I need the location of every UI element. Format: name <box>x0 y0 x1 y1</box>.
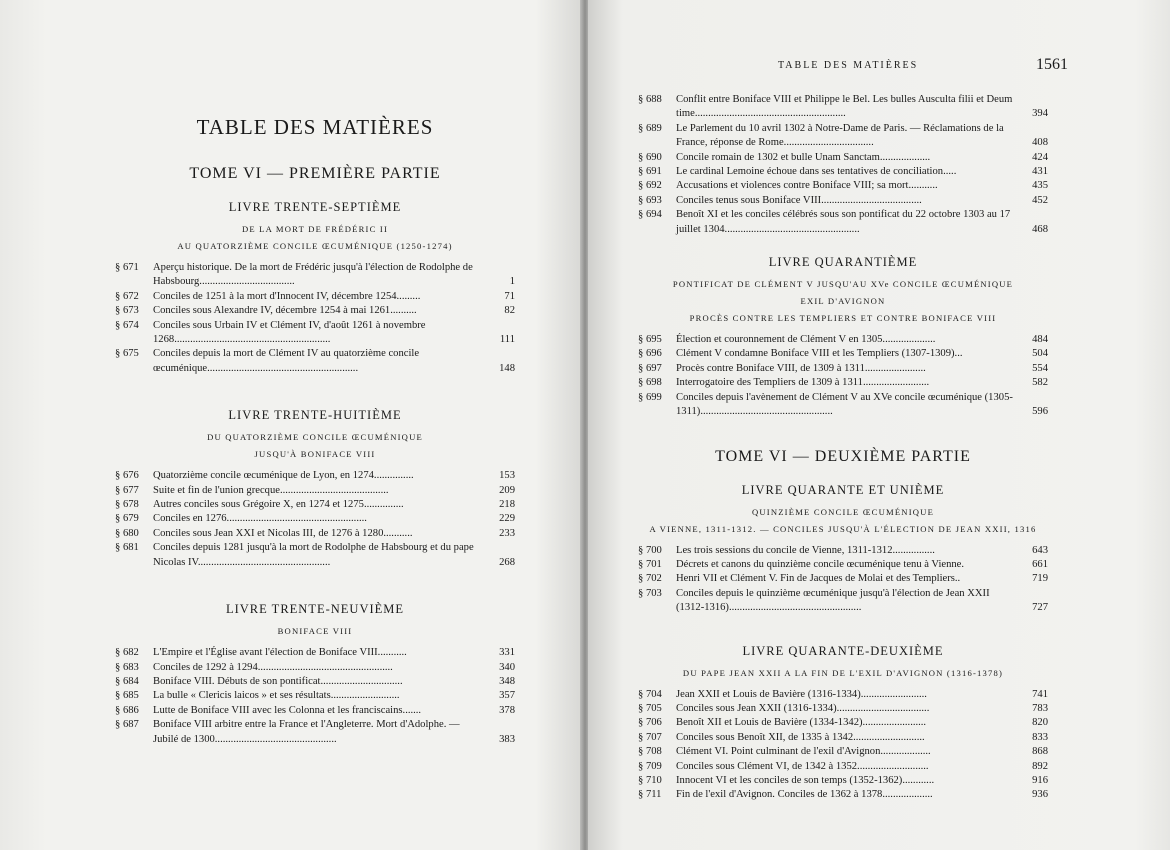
entry-title: Conciles depuis le quinzième œcuménique jusqu'à l'élection de Jean XXII (1312-1316).................................................. <box>676 587 990 614</box>
toc-entry <box>638 93 1048 122</box>
entry-title: Le cardinal Lemoine échoue dans ses tentatives de conciliation..... <box>676 166 957 178</box>
page-ref: 229 <box>499 513 515 525</box>
page-ref: 783 <box>1032 702 1048 714</box>
entry-title: Benoît XII et Louis de Bavière (1334-1342)........................ <box>676 717 927 729</box>
toc-entry <box>638 558 1048 572</box>
page-ref: 582 <box>1032 377 1048 389</box>
toc-entry <box>638 208 1048 237</box>
section-number: § 691 <box>638 166 662 178</box>
section-number: § 703 <box>638 587 662 599</box>
livre-subtitle: PONTIFICAT DE CLÉMENT V JUSQU'AU XVe CONCILE ŒCUMÉNIQUE <box>672 279 1014 290</box>
section-number: § 676 <box>115 470 139 482</box>
entry-title: Conciles de 1251 à la mort d'Innocent IV, décembre 1254......... <box>153 290 421 302</box>
section-number: § 704 <box>638 688 662 700</box>
toc-entry <box>638 391 1048 420</box>
page-ref: 431 <box>1032 166 1048 178</box>
entry-title: La bulle « Clericis laicos » et ses résultats.......................... <box>153 690 400 702</box>
left-livres <box>115 200 515 747</box>
entry-list <box>638 688 1048 803</box>
section-number: § 694 <box>638 209 662 221</box>
section-number: § 696 <box>638 348 662 360</box>
livre-subtitle: BONIFACE VIII <box>277 626 353 637</box>
entry-title: Le Parlement du 10 avril 1302 à Notre-Dame de Paris. — Réclamations de la France, réponse de Rome.................................. <box>676 122 1004 149</box>
entry-title: Lutte de Boniface VIII avec les Colonna et les franciscains....... <box>153 704 422 716</box>
entry-title: Les trois sessions du concile de Vienne, 1311-1312................ <box>676 544 935 556</box>
page-ref: 348 <box>499 675 515 687</box>
right-page-content <box>638 85 1048 813</box>
page-ref: 233 <box>499 527 515 539</box>
page-ref: 868 <box>1032 746 1048 758</box>
page-ref: 504 <box>1032 348 1048 360</box>
toc-entry <box>638 151 1048 165</box>
toc-entry <box>638 165 1048 179</box>
entry-title: Innocent VI et les conciles de son temps (1352-1362)............ <box>676 774 935 786</box>
entry-title: Conciles sous Jean XXII (1316-1334)................................... <box>676 702 930 714</box>
entry-title: Accusations et violences contre Boniface VIII; sa mort........... <box>676 180 938 192</box>
page-ref: 936 <box>1032 789 1048 801</box>
entry-title: Boniface VIII arbitre entre la France et l'Angleterre. Mort d'Adolphe. — Jubilé de 1300.............................................. <box>153 719 460 745</box>
page-ref: 1 <box>509 276 515 288</box>
left-page-content <box>115 115 515 757</box>
section-number: § 689 <box>638 122 662 134</box>
toc-entry <box>638 362 1048 376</box>
toc-entry <box>638 179 1048 193</box>
section-number: § 683 <box>115 661 139 673</box>
entry-list <box>638 544 1048 616</box>
entry-list <box>115 469 515 570</box>
livre-title: LIVRE TRENTE-HUITIÈME <box>228 408 402 423</box>
page-ref: 383 <box>499 733 515 745</box>
toc-entry <box>638 376 1048 390</box>
page-ref: 727 <box>1032 602 1048 614</box>
page-ref: 378 <box>499 704 515 716</box>
entry-title: Procès contre Boniface VIII, de 1309 à 1311....................... <box>676 362 926 374</box>
page-ref: 719 <box>1032 573 1048 585</box>
section-number: § 680 <box>115 527 139 539</box>
entry-title: Interrogatoire des Templiers de 1309 à 1311......................... <box>676 377 930 389</box>
toc-entry <box>638 788 1048 802</box>
toc-entry <box>638 702 1048 716</box>
section-number: § 693 <box>638 194 662 206</box>
page-ref: 111 <box>499 334 515 346</box>
section-number: § 708 <box>638 746 662 758</box>
toc-entry <box>638 333 1048 347</box>
toc-entry <box>638 544 1048 558</box>
entry-title: Aperçu historique. De la mort de Frédéric jusqu'à l'élection de Rodolphe de Habsbourg.................................... <box>153 262 473 288</box>
page-ref: 394 <box>1032 108 1048 120</box>
toc-entry <box>115 718 515 747</box>
livre-subtitle: DU QUATORZIÈME CONCILE ŒCUMÉNIQUE <box>207 432 423 443</box>
section-number: § 679 <box>115 513 139 525</box>
page-ref: 741 <box>1032 688 1048 700</box>
entry-title: Boniface VIII. Débuts de son pontificat............................... <box>153 675 403 687</box>
section-number: § 688 <box>638 94 662 105</box>
page-ref: 596 <box>1032 406 1048 418</box>
entry-title: Conciles tenus sous Boniface VIII...................................... <box>676 194 922 206</box>
section-number: § 710 <box>638 774 662 786</box>
entry-title: Conflit entre Boniface VIII et Philippe le Bel. Les bulles Ausculta filii et Deum time......................................................... <box>676 94 1013 120</box>
toc-entry <box>638 745 1048 759</box>
section-number: § 706 <box>638 717 662 729</box>
livre-title: LIVRE QUARANTIÈME <box>768 255 918 270</box>
right-page <box>588 0 1170 850</box>
toc-entry <box>115 704 515 718</box>
toc-entry <box>638 122 1048 151</box>
toc-entry <box>638 587 1048 616</box>
page-ref: 357 <box>499 690 515 702</box>
entry-title: Clément VI. Point culminant de l'exil d'Avignon................... <box>676 746 931 758</box>
entry-title: Conciles de 1292 à 1294................................................... <box>153 661 393 673</box>
page-ref: 554 <box>1032 362 1048 374</box>
section-number: § 674 <box>115 319 139 331</box>
section-number: § 673 <box>115 305 139 317</box>
entry-list <box>638 333 1048 419</box>
page-number: 1561 <box>1036 56 1068 73</box>
section-number: § 701 <box>638 558 662 570</box>
livre-subtitle: EXIL D'AVIGNON <box>800 296 886 307</box>
entry-title: Conciles depuis l'avènement de Clément V au XVe concile œcuménique (1305-1311).................................................. <box>676 391 1013 418</box>
livre-quarante-et-unieme <box>638 483 1048 616</box>
entry-title: Fin de l'exil d'Avignon. Conciles de 1362 à 1378................... <box>676 789 933 801</box>
livre-section <box>115 602 515 747</box>
page-ref: 833 <box>1032 731 1048 743</box>
section-number: § 707 <box>638 731 662 743</box>
livre-section <box>115 408 515 570</box>
toc-entry <box>115 646 515 660</box>
section-number: § 705 <box>638 702 662 714</box>
toc-entry <box>638 731 1048 745</box>
page-ref: 209 <box>499 484 515 496</box>
toc-entry <box>115 498 515 512</box>
toc-entry <box>638 194 1048 208</box>
entry-list <box>115 261 515 376</box>
entry-title: Conciles sous Urbain IV et Clément IV, d'août 1261 à novembre 1268........................................................... <box>153 319 426 346</box>
entry-title: Conciles sous Alexandre IV, décembre 1254 à mai 1261.......... <box>153 305 417 317</box>
section-number: § 687 <box>115 719 139 731</box>
page-ref: 218 <box>499 499 515 511</box>
entry-title: Benoît XI et les conciles célébrés sous son pontificat du 22 octobre 1303 au 17 juillet 1304................................................... <box>676 209 1011 235</box>
toc-entry <box>115 675 515 689</box>
page-ref: 148 <box>499 362 515 374</box>
livre-title: LIVRE TRENTE-SEPTIÈME <box>228 200 402 214</box>
running-title: TABLE DES MATIÈRES <box>778 60 919 71</box>
section-number: § 684 <box>115 675 139 687</box>
page-ref: 268 <box>499 556 515 568</box>
livre-subtitle: DE LA MORT DE FRÉDÉRIC II <box>241 224 389 234</box>
entry-title: Conciles depuis 1281 jusqu'à la mort de Rodolphe de Habsbourg et du pape Nicolas IV.................................................. <box>153 542 474 568</box>
toc-entry <box>638 774 1048 788</box>
entry-title: Clément V condamne Boniface VIII et les Templiers (1307-1309)... <box>676 348 963 360</box>
livre-subtitle: PROCÈS CONTRE LES TEMPLIERS ET CONTRE BONIFACE VIII <box>689 313 997 324</box>
section-number: § 711 <box>638 789 662 801</box>
livre-subtitle: DU PAPE JEAN XXII A LA FIN DE L'EXIL D'AVIGNON (1316-1378) <box>682 667 1004 678</box>
livre-subtitle: JUSQU'À BONIFACE VIII <box>254 449 376 460</box>
livre-subtitle: QUINZIÈME CONCILE ŒCUMÉNIQUE <box>751 506 935 517</box>
section-number: § 671 <box>115 262 139 273</box>
toc-entry <box>115 512 515 526</box>
toc-entry <box>115 290 515 304</box>
section-number: § 686 <box>115 704 139 716</box>
page-ref: 435 <box>1032 180 1048 192</box>
entry-title: Jean XXII et Louis de Bavière (1316-1334)......................... <box>676 688 927 700</box>
toc-entry <box>115 319 515 348</box>
page-ref: 916 <box>1032 774 1048 786</box>
livre-title: LIVRE QUARANTE ET UNIÈME <box>741 482 945 497</box>
section-number: § 709 <box>638 760 662 772</box>
entry-title: Suite et fin de l'union grecque......................................... <box>153 484 389 496</box>
page-ref: 452 <box>1032 194 1048 206</box>
page-ref: 82 <box>504 305 515 317</box>
livre-subtitle: AU QUATORZIÈME CONCILE ŒCUMÉNIQUE (1250-1274) <box>177 241 453 251</box>
page-ref: 820 <box>1032 717 1048 729</box>
section-number: § 681 <box>115 542 139 554</box>
section-number: § 677 <box>115 484 139 496</box>
toc-entry <box>115 304 515 318</box>
livre-title: LIVRE QUARANTE-DEUXIÈME <box>742 643 944 658</box>
entry-title: Quatorzième concile œcuménique de Lyon, en 1274............... <box>153 470 414 482</box>
livre-title: LIVRE TRENTE-NEUVIÈME <box>225 602 405 617</box>
page-ref: 340 <box>499 661 515 673</box>
toc-entry <box>638 347 1048 361</box>
toc-entry <box>638 572 1048 586</box>
toc-entry <box>115 347 515 376</box>
toc-entry <box>115 484 515 498</box>
toc-entry <box>115 661 515 675</box>
page-ref: 331 <box>499 647 515 659</box>
toc-entry <box>115 261 515 290</box>
section-number: § 690 <box>638 151 662 163</box>
entry-title: Concile romain de 1302 et bulle Unam Sanctam................... <box>676 151 931 163</box>
entry-title: Conciles sous Benoît XII, de 1335 à 1342........................... <box>676 731 925 743</box>
tome-title-deuxieme: TOME VI — DEUXIÈME PARTIE <box>715 447 971 465</box>
section-number: § 695 <box>638 334 662 346</box>
livre-quarantieme <box>638 255 1048 419</box>
page-ref: 484 <box>1032 334 1048 346</box>
toc-entry <box>638 760 1048 774</box>
section-number: § 685 <box>115 690 139 702</box>
entry-title: Conciles en 1276..................................................... <box>153 513 367 525</box>
page-ref: 408 <box>1032 137 1048 149</box>
entry-title: Conciles sous Clément VI, de 1342 à 1352........................... <box>676 760 929 772</box>
entry-title: Décrets et canons du quinzième concile œcuménique tenu à Vienne. <box>676 558 965 570</box>
entry-title: Conciles depuis la mort de Clément IV au quatorzième concile œcuménique......................................................... <box>153 348 420 374</box>
section-number: § 678 <box>115 499 139 511</box>
page-ref: 892 <box>1032 760 1048 772</box>
section-number: § 682 <box>115 647 139 659</box>
page-ref: 661 <box>1032 558 1048 570</box>
section-number: § 702 <box>638 573 662 585</box>
section-number: § 698 <box>638 377 662 389</box>
toc-entry <box>638 716 1048 730</box>
toc-entry <box>115 689 515 703</box>
entry-title: Élection et couronnement de Clément V en 1305.................... <box>676 334 936 346</box>
page-ref: 153 <box>499 470 515 482</box>
toc-entry <box>115 541 515 570</box>
main-title: TABLE DES MATIÈRES <box>196 115 434 139</box>
livre-quarante-deuxieme <box>638 644 1048 803</box>
entry-title: Conciles sous Jean XXI et Nicolas III, de 1276 à 1280........... <box>153 527 413 539</box>
entry-title: Henri VII et Clément V. Fin de Jacques de Molai et des Templiers.. <box>676 573 961 585</box>
section-number: § 672 <box>115 290 139 302</box>
entry-title: Autres conciles sous Grégoire X, en 1274 et 1275............... <box>153 499 404 511</box>
section-number: § 692 <box>638 180 662 192</box>
page-ref: 643 <box>1032 544 1048 556</box>
tome-title-premiere: TOME VI — PREMIÈRE PARTIE <box>189 165 441 182</box>
section-number: § 697 <box>638 362 662 374</box>
toc-entry <box>638 688 1048 702</box>
entry-title: L'Empire et l'Église avant l'élection de Boniface VIII........... <box>153 647 407 659</box>
livre-subtitle: A VIENNE, 1311-1312. — CONCILES JUSQU'À L'ÉLECTION DE JEAN XXII, 1316 <box>649 523 1037 534</box>
page-ref: 468 <box>1032 223 1048 235</box>
entry-list <box>115 646 515 747</box>
page-ref: 71 <box>504 290 515 302</box>
livre-section <box>115 200 515 376</box>
toc-entry <box>115 527 515 541</box>
left-page <box>0 0 582 850</box>
page-ref: 424 <box>1032 151 1048 163</box>
top-entries <box>638 93 1048 237</box>
section-number: § 700 <box>638 544 662 556</box>
section-number: § 699 <box>638 391 662 403</box>
section-number: § 675 <box>115 348 139 360</box>
toc-entry <box>115 469 515 483</box>
